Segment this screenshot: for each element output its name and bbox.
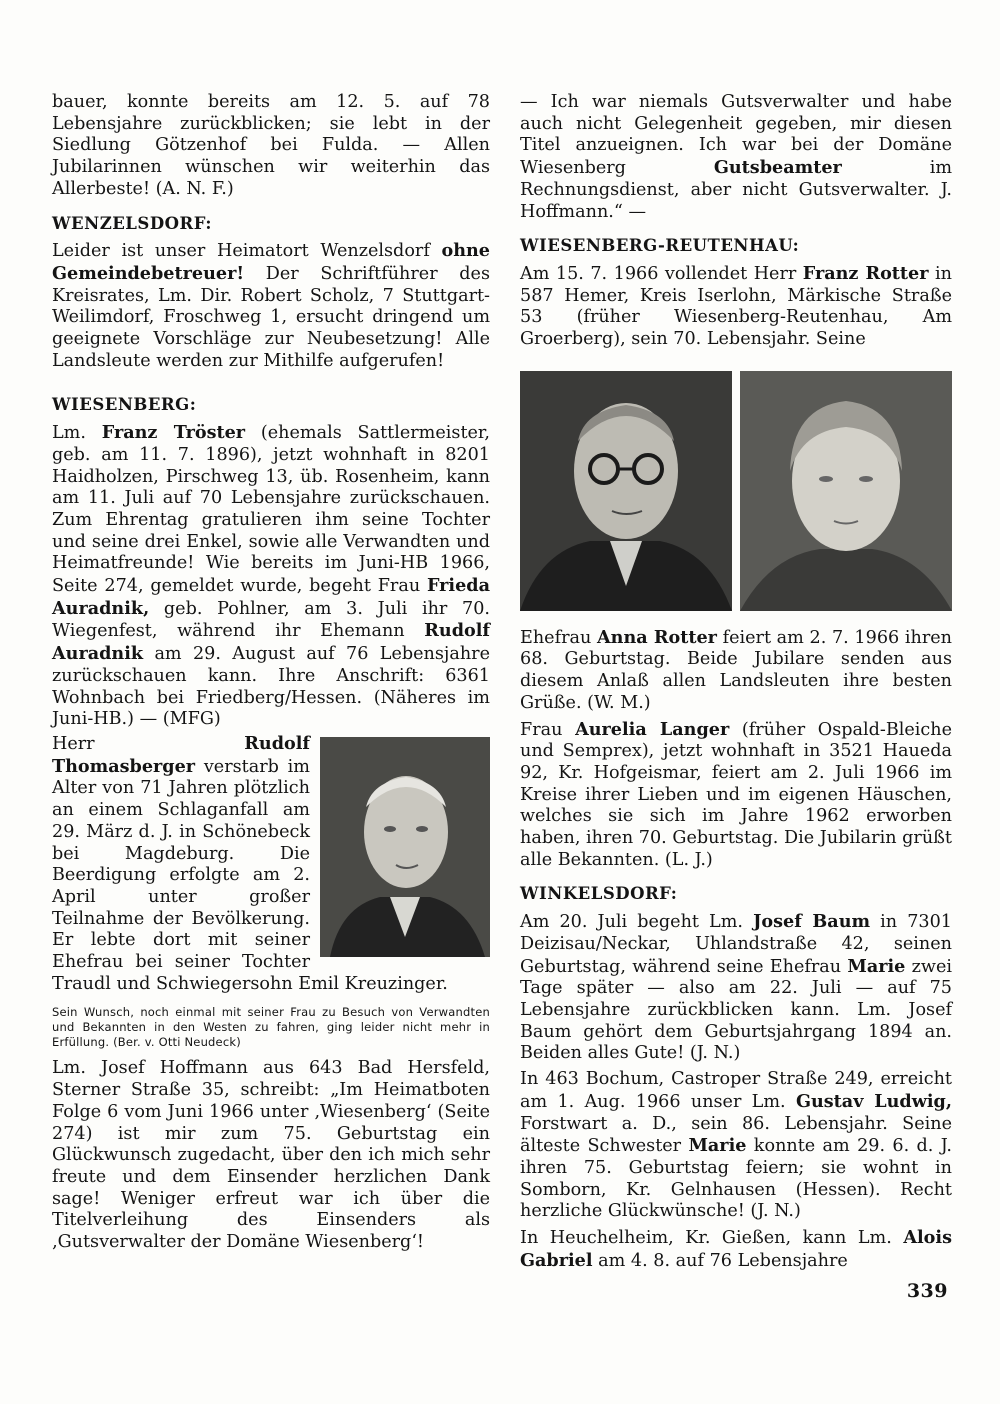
paragraph-gustav-ludwig: In 463 Bochum, Castroper Straße 249, erreicht am 1. Aug. 1966 unser Lm. Gustav Ludwig, Forstwart a. D., sein 86. Lebensjahr. Seine älteste Schwester Marie konnte am 29. 6. d. J. ihren 75. Geburtstag feiern; sie wohnt in Somborn, Kr. Gelnhausen (Hessen). Recht herzliche Glückwünsche! (J. N.) <box>520 1069 952 1222</box>
left-column <box>52 92 490 1254</box>
paragraph-franz-rotter: Am 15. 7. 1966 vollendet Herr Franz Rotter in 587 Hemer, Kreis Iserlohn, Märkische Straße 53 (früher Wiesenberg-Reutenhau, Am Groerberg), sein 70. Lebensjahr. Seine <box>520 262 952 350</box>
right-column <box>520 92 952 1272</box>
paragraph-wenzelsdorf: Leider ist unser Heimatort Wenzelsdorf ohne Gemeindebetreuer! Der Schriftführer des Kreisrates, Lm. Dir. Robert Scholz, 7 Stuttgart-Weilimdorf, Froschweg 1, ersucht dringend um geeignete Vorschläge zur Neubesetzung! Alle Landsleute werden zur Mithilfe aufgerufen! <box>52 240 490 371</box>
paragraph-aurelia-langer: Frau Aurelia Langer (früher Ospald-Bleiche und Semprex), jetzt wohnhaft in 3521 Haueda 92, Kr. Hofgeismar, feiert am 2. Juli 1966 im Kreise ihrer Lieben und im eigenen Häuschen, welches sie sich im Jahre 1962 erworben haben, ihren 70. Geburtstag. Die Jubilarin grüßt alle Bekannten. (L. J.) <box>520 718 953 870</box>
page-number: 339 <box>906 1280 948 1302</box>
paragraph-troester: Lm. Franz Tröster (ehemals Sattlermeister, geb. am 11. 7. 1896), jetzt wohnhaft in 8201 Haidholzen, Pirschweg 13, üb. Rosenheim, kann am 11. Juli auf 70 Lebensjahre zurückschauen. Zum Ehrentag gratulieren ihm seine Tochter und seine drei Enkel, sowie alle Verwandten und Heimatfreunde! Wie bereits im Juni-HB 1966, Seite 274, gemeldet wurde, begeht Frau Frieda Auradnik, geb. Pohlner, am 3. Juli ihr 70. Wiegenfest, während ihr Ehemann Rudolf Auradnik am 29. August auf 76 Lebensjahre zurückschauen kann. Ihre Anschrift: 6361 Wohnbach bei Friedberg/Hessen. (Näheres im Juni-HB.) — (MFG) <box>52 422 490 730</box>
paragraph-alois-gabriel: In Heuchelheim, Kr. Gießen, kann Lm. Alois Gabriel am 4. 8. auf 76 Lebensjahre <box>520 1227 952 1271</box>
paragraph-thomasberger: Herr Rudolf Thomasberger verstarb im Alter von 71 Jahren plötzlich an einem Schlaganfall am 29. März d. J. in Schönebeck bei Magdeburg. Die Beerdigung erfolgte am 2. April unter großer Teilnahme der Bevölkerung. Er lebte dort mit seiner Ehefrau bei seiner Tochter Traudl und Schwiegersohn Emil Kreuzinger. <box>52 733 490 995</box>
rotter-photos <box>520 371 952 611</box>
paragraph-hoffmann-continued: — Ich war niemals Gutsverwalter und habe auch nicht Gelegenheit gegeben, mir diesen Titel anzueignen. Ich war bei der Domäne Wiesenberg Gutsbeamter im Rechnungsdienst, aber nicht Gutsverwalter. J. Hoffmann.“ — <box>520 92 953 222</box>
heading-wiesenberg-reutenhau: WIESENBERG-REUTENHAU: <box>520 236 800 256</box>
portrait-photo-thomasberger <box>320 737 490 957</box>
paragraph-hoffmann: Lm. Josef Hoffmann aus 643 Bad Hersfeld, Sterner Straße 35, schreibt: „Im Heimatboten Folge 6 vom Juni 1966 unter ‚Wiesenberg‘ (Seite 274) ist mir zum 75. Geburtstag ein Glückwunsch zugedacht, über den ich mich sehr freute und dem Einsender herzlichen Dank sage! Weniger erfreut war ich über die Titelverleihung des Einsenders als ‚Gutsverwalter der Domäne Wiesenberg‘! <box>52 1058 490 1253</box>
paragraph-anna-rotter: Ehefrau Anna Rotter feiert am 2. 7. 1966 ihren 68. Geburtstag. Beide Jubilare senden aus diesem Anlaß allen Landsleuten ihre besten Grüße. (W. M.) <box>520 626 952 713</box>
heading-wenzelsdorf: WENZELSDORF: <box>52 213 212 233</box>
caption-thomasberger: Sein Wunsch, noch einmal mit seiner Frau zu Besuch von Verwandten und Bekannten in den Westen zu fahren, ging leider nicht mehr in Erfüllung. (Ber. v. Otti Neudeck) <box>52 1005 490 1050</box>
portrait-photo-franz-rotter <box>520 371 732 611</box>
heading-winkelsdorf: WINKELSDORF: <box>520 884 678 904</box>
heading-wiesenberg: WIESENBERG: <box>52 395 197 415</box>
portrait-photo-anna-rotter <box>740 371 952 611</box>
paragraph-josef-baum: Am 20. Juli begeht Lm. Josef Baum in 7301 Deizisau/Neckar, Uhlandstraße 42, seinen Geburtstag, während seine Ehefrau Marie zwei Tage später — also am 22. Juli — auf 75 Lebensjahre zurückblicken kann. Lm. Josef Baum gehört dem Geburtsjahrgang 1894 an. Beiden alles Gute! (J. N.) <box>520 911 952 1064</box>
paragraph-fulda: bauer, konnte bereits am 12. 5. auf 78 Lebensjahre zurückblicken; sie lebt in der Siedlung Götzenhof bei Fulda. — Allen Jubilarinnen wünschen wir weiterhin das Allerbeste! (A. N. F.) <box>52 92 490 199</box>
